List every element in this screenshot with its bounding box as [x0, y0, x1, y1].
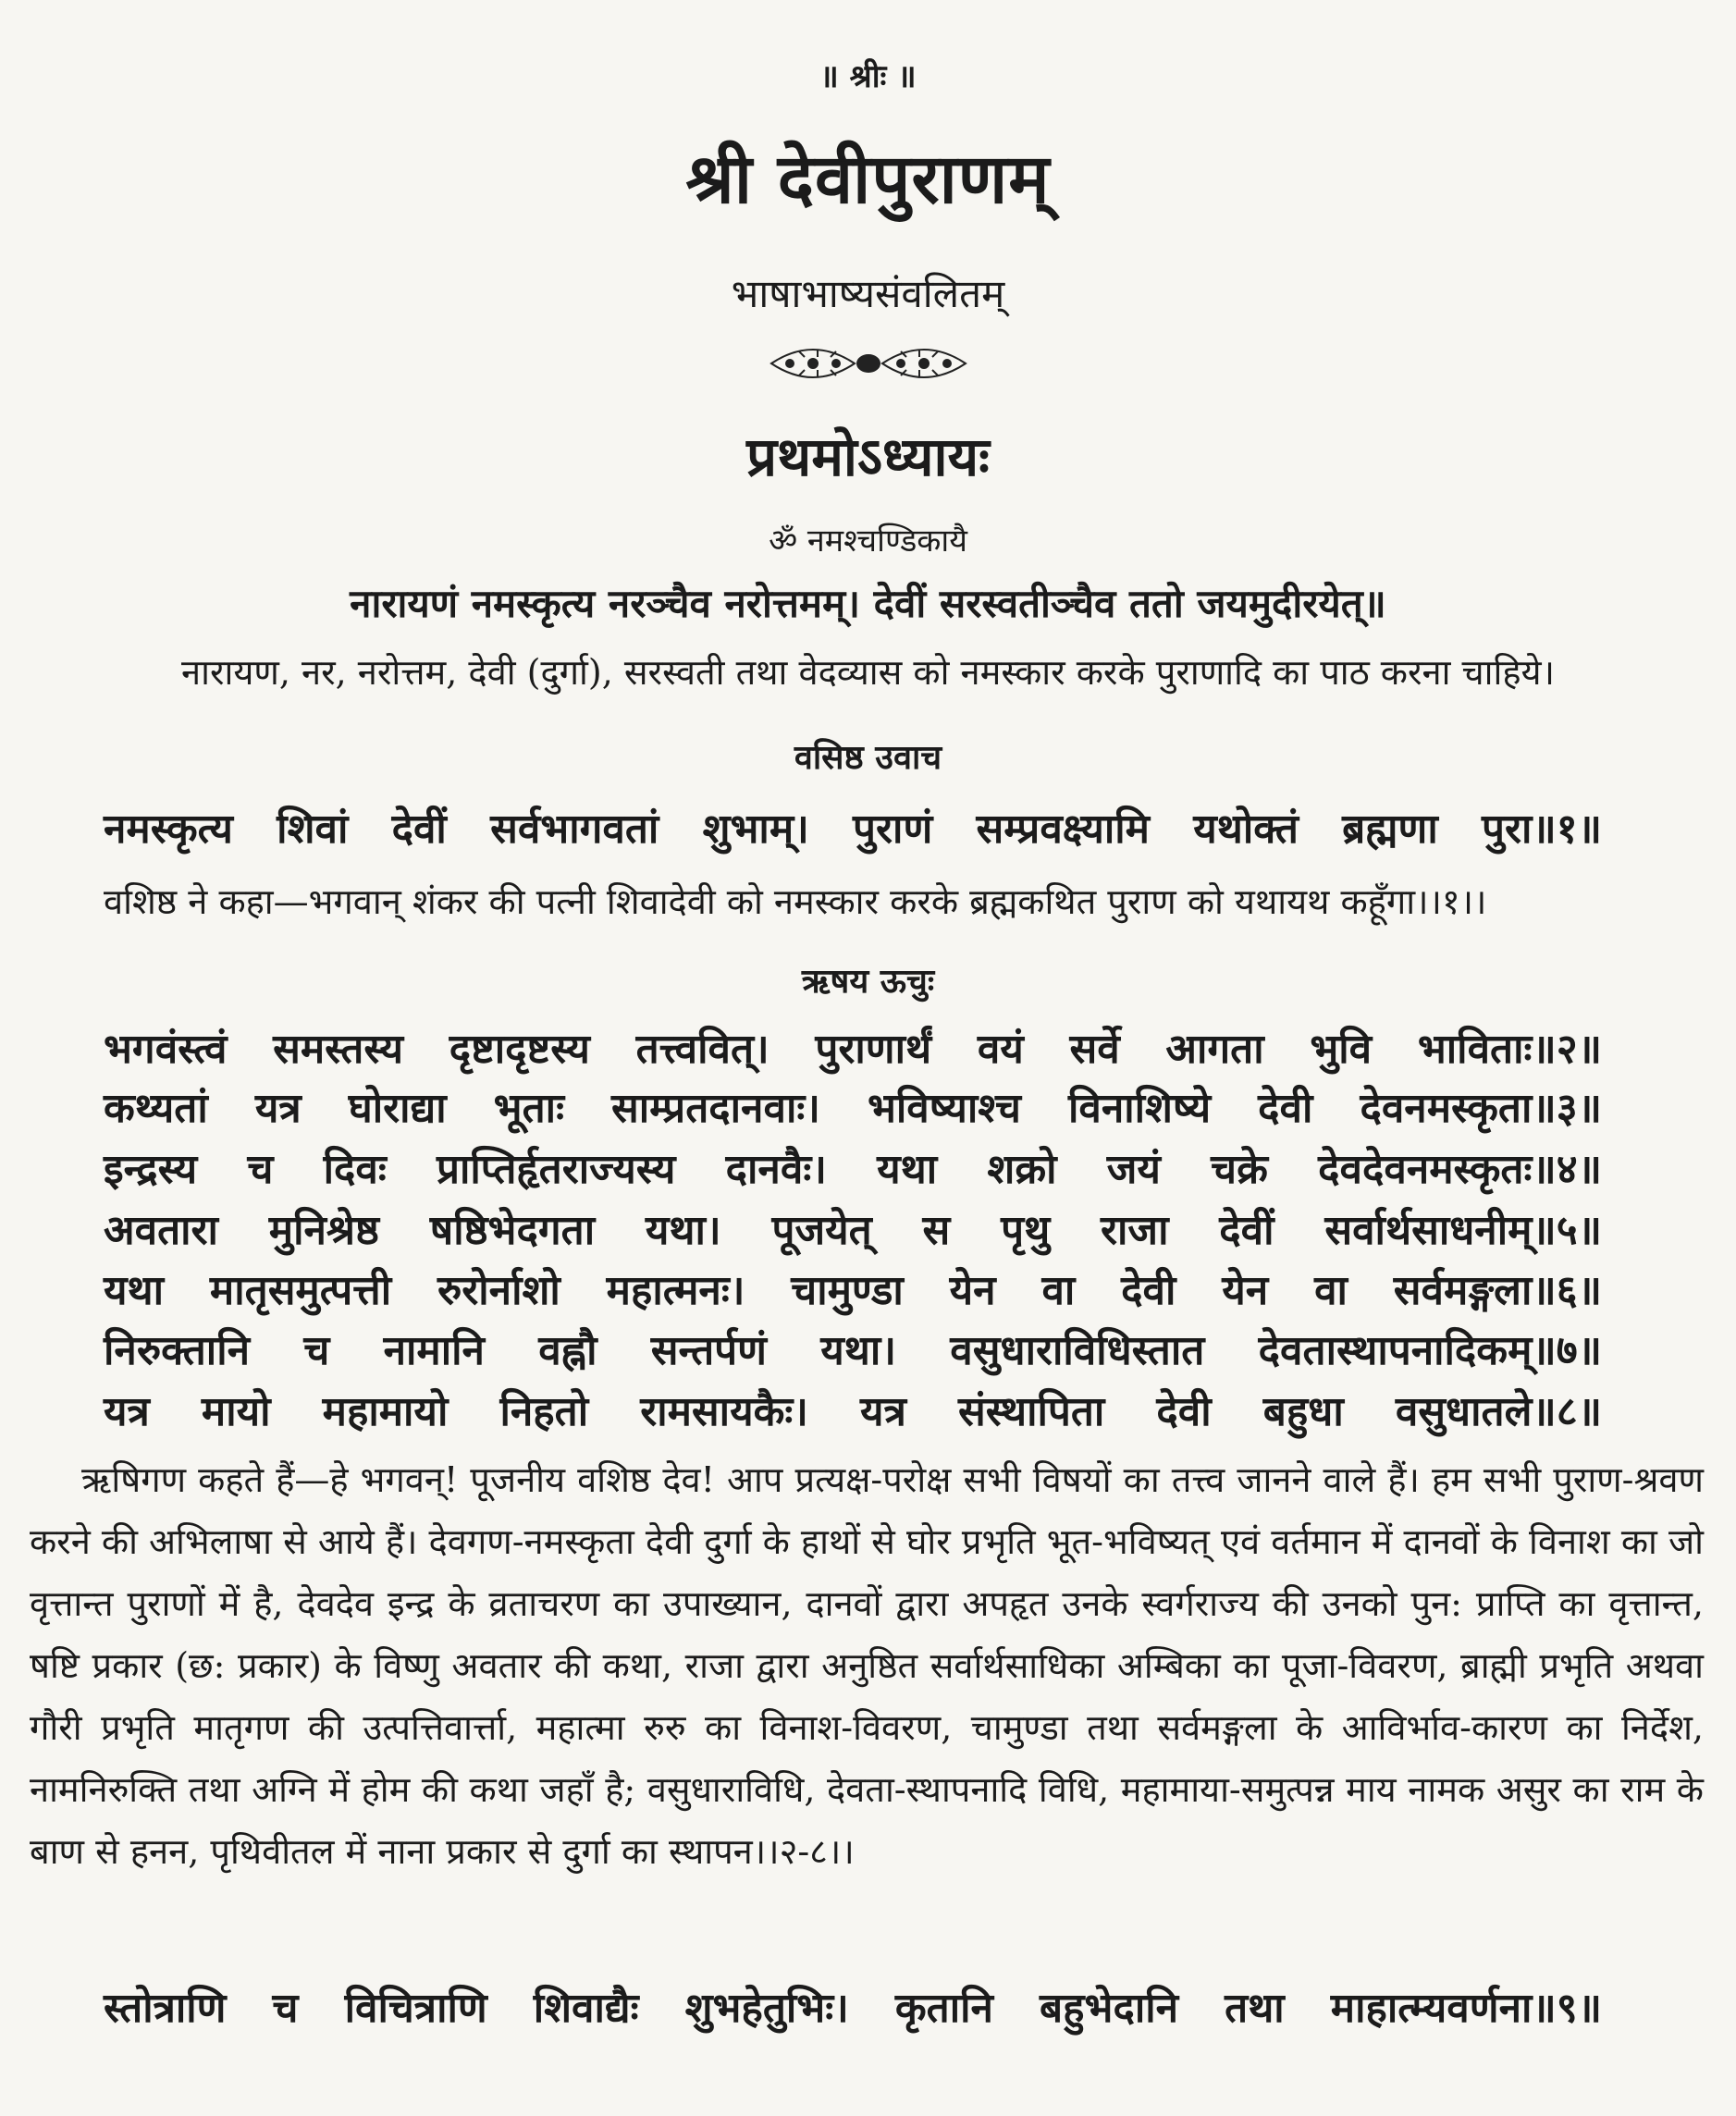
opening-verse: नारायणं नमस्कृत्य नरञ्चैव नरोत्तमम्। देवीं सरस्वतीञ्चैव ततो जयमुदीरयेत्॥ — [350, 581, 1386, 626]
opening-translation: नारायण, नर, नरोत्तम, देवी (दुर्गा), सरस्वती तथा वेदव्यास को नमस्कार करके पुराणादि का पाठ करना चाहिये। — [181, 652, 1555, 693]
verse-9: स्तोत्राणि च विचित्राणि शिवाद्यैः शुभहेतुभिः। कृतानि बहुभेदानि तथा माहात्म्यवर्णना॥९॥ — [104, 1985, 1602, 2032]
verse-8: यत्र मायो महामायो निहतो रामसायकैः। यत्र संस्थापिता देवी बहुधा वसुधातले॥८॥ — [104, 1388, 1602, 1435]
invocation-om: ॐ नमश्चण्डिकायै — [769, 523, 967, 560]
page-title: श्री देवीपुराणम् — [685, 140, 1051, 219]
verse-7: निरुक्तानि च नामानि वह्नौ सन्तर्पणं यथा। वसुधाराविधिस्तात देवतास्थापनादिकम्॥७॥ — [104, 1327, 1602, 1374]
verse-4: इन्द्रस्य च दिवः प्राप्तिर्हृतराज्यस्य दानवैः। यथा शक्रो जयं चक्रे देवदेवनमस्कृतः॥४॥ — [104, 1146, 1602, 1193]
verses-2-8-translation: ऋषिगण कहते हैं—हे भगवन्! पूजनीय वशिष्ठ देव! आप प्रत्यक्ष-परोक्ष सभी विषयों का तत्त्व जानने वाले हैं। हम सभी पुराण-श्रवण करने की अभिलाषा से आये हैं। देवगण-नमस्कृता देवी दुर्गा के हाथों से घोर प्रभृति भूत-भविष्यत् एवं वर्तमान में दानवों के विनाश का जो वृत्तान्त पुराणों में है, देवदेव इन्द्र के व्रताचरण का उपाख्यान, दानवों द्वारा अपहृत उनके स्वर्गराज्य की उनको पुन: प्राप्ति का वृत्तान्त, षष्टि प्रकार (छ: प्रकार) के विष्णु अवतार की कथा, राजा द्वारा अनुष्ठित सर्वार्थसाधिका अम्बिका का पूजा-विवरण, ब्राह्मी प्रभृति अथवा गौरी प्रभृति मातृगण की उत्पत्तिवार्त्ता, महात्मा रुरु का विनाश-विवरण, चामुण्डा तथा सर्वमङ्गला के आविर्भाव-कारण का निर्देश, नामनिरुक्ति तथा अग्नि में होम की कथा जहाँ है; वसुधाराविधि, देवता-स्थापनादि विधि, महामाया-समुत्पन्न माय नामक असुर का राम के बाण से हनन, पृथिवीतल में नाना प्रकार से दुर्गा का स्थापन।।२-८।। — [30, 1459, 1704, 1872]
speaker-rishis: ऋषय ऊचुः — [801, 962, 935, 1001]
ornament-divider — [0, 340, 1736, 387]
verse-1-translation: वशिष्ठ ने कहा—भगवान् शंकर की पत्नी शिवादेवी को नमस्कार करके ब्रह्मकथित पुराण को यथायथ कहूँगा।।१।। — [104, 881, 1487, 922]
verse-1: नमस्कृत्य शिवां देवीं सर्वभागवतां शुभाम्। पुराणं सम्प्रवक्ष्यामि यथोक्तं ब्रह्मणा पुरा॥१॥ — [104, 806, 1602, 853]
speaker-vasishtha: वसिष्ठ उवाच — [794, 738, 942, 777]
subtitle: भाषाभाष्यसंवलितम् — [731, 271, 1005, 316]
invocation: ॥ श्रीः ॥ — [819, 58, 917, 95]
verse-2: भगवंस्त्वं समस्तस्य दृष्टादृष्टस्य तत्त्ववित्। पुराणार्थं वयं सर्वे आगता भुवि भाविताः॥२॥ — [104, 1026, 1602, 1073]
floral-ornament-icon — [762, 340, 975, 387]
chapter-heading: प्रथमोऽध्यायः — [746, 425, 990, 488]
verse-6: यथा मातृसमुत्पत्ती रुरोर्नाशो महात्मनः। चामुण्डा येन वा देवी येन वा सर्वमङ्गला॥६॥ — [104, 1267, 1602, 1314]
verse-5: अवतारा मुनिश्रेष्ठ षष्ठिभेदगता यथा। पूजयेत् स पृथु राजा देवीं सर्वार्थसाधनीम्॥५॥ — [104, 1207, 1602, 1254]
verse-3: कथ्यतां यत्र घोराद्या भूताः साम्प्रतदानवाः। भविष्याश्च विनाशिष्ये देवी देवनमस्कृता॥३॥ — [104, 1085, 1602, 1132]
